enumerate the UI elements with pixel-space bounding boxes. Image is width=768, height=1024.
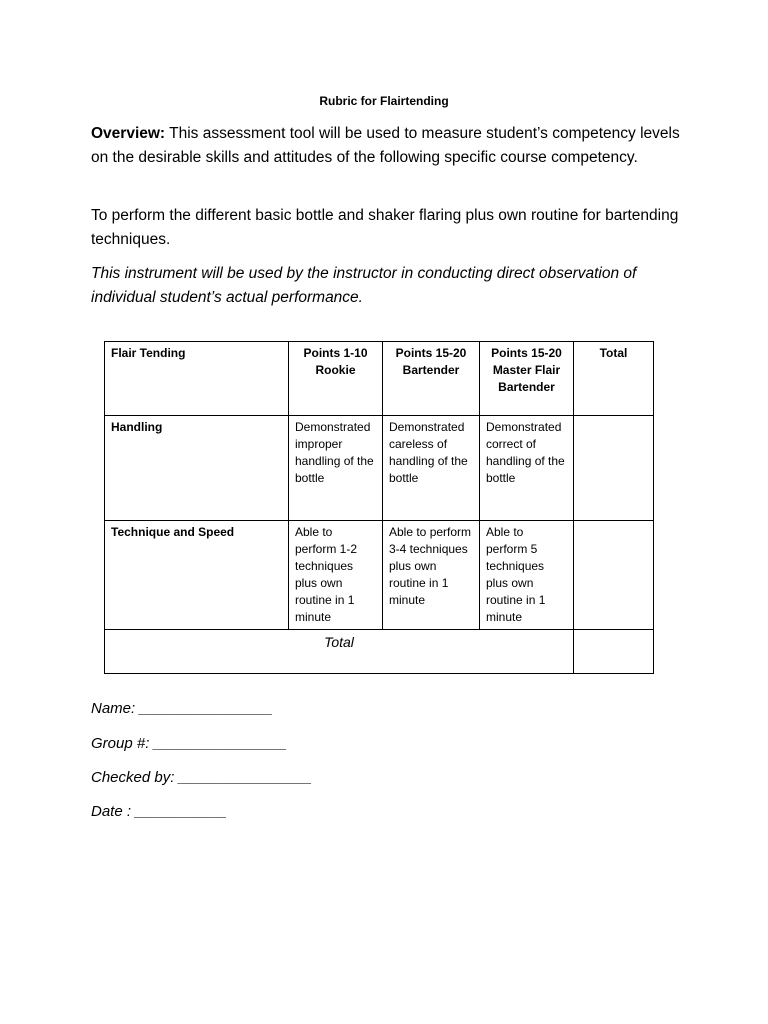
header-rookie-level: Rookie [315,363,356,377]
cell-handling-master: Demonstrated correct of handling of the bottle [480,416,574,521]
instrument-paragraph: This instrument will be used by the instructor in conducting direct observation of individual student’s actual performance. [91,265,637,306]
criteria-technique-speed: Technique and Speed [105,521,289,630]
date-field[interactable]: Date : ___________ [91,803,227,820]
rubric-table [104,341,654,674]
criteria-handling: Handling [105,416,289,521]
header-total: Total [574,342,654,416]
cell-technique-total[interactable] [574,521,654,630]
header-master-points: Points 15-20 [491,346,562,360]
checked-by-field[interactable]: Checked by: ________________ [91,769,313,786]
overview-paragraph [91,122,681,170]
cell-technique-bartender: Able to perform 3-4 techniques plus own routine in 1 minute [383,521,480,630]
table-row [105,416,654,521]
name-field[interactable]: Name: ________________ [91,700,273,717]
cell-handling-rookie: Demonstrated improper handling of the bottle [289,416,383,521]
cell-handling-total[interactable] [574,416,654,521]
header-rookie [289,342,383,416]
total-row [105,630,654,674]
header-master-level-1: Master Flair [492,363,561,377]
table-row [105,521,654,630]
competency-paragraph: To perform the different basic bottle and shaker flaring plus own routine for bartending techniques. [91,207,679,248]
overview-text: This assessment tool will be used to measure student’s competency levels on the desirable skills and attitudes of the following specific course competency. [91,125,680,166]
header-bartender [383,342,480,416]
cell-handling-bartender: Demonstrated careless of handling of the bottle [383,416,480,521]
cell-technique-master: Able to perform 5 techniques plus own routine in 1 minute [480,521,574,630]
total-label: Total [105,630,574,674]
total-value-cell[interactable] [574,630,654,674]
table-header-row [105,342,654,416]
header-master-level-2: Bartender [498,380,555,394]
header-master [480,342,574,416]
header-bartender-level: Bartender [402,363,460,377]
overview-label: Overview: [91,125,166,142]
header-flair-tending: Flair Tending [105,342,289,416]
cell-technique-rookie: Able to perform 1-2 techniques plus own routine in 1 minute [289,521,383,630]
header-bartender-points: Points 15-20 [395,346,467,360]
header-rookie-points: Points 1-10 [303,346,368,360]
group-field[interactable]: Group #: ________________ [91,735,288,752]
document-title: Rubric for Flairtending [319,94,449,108]
